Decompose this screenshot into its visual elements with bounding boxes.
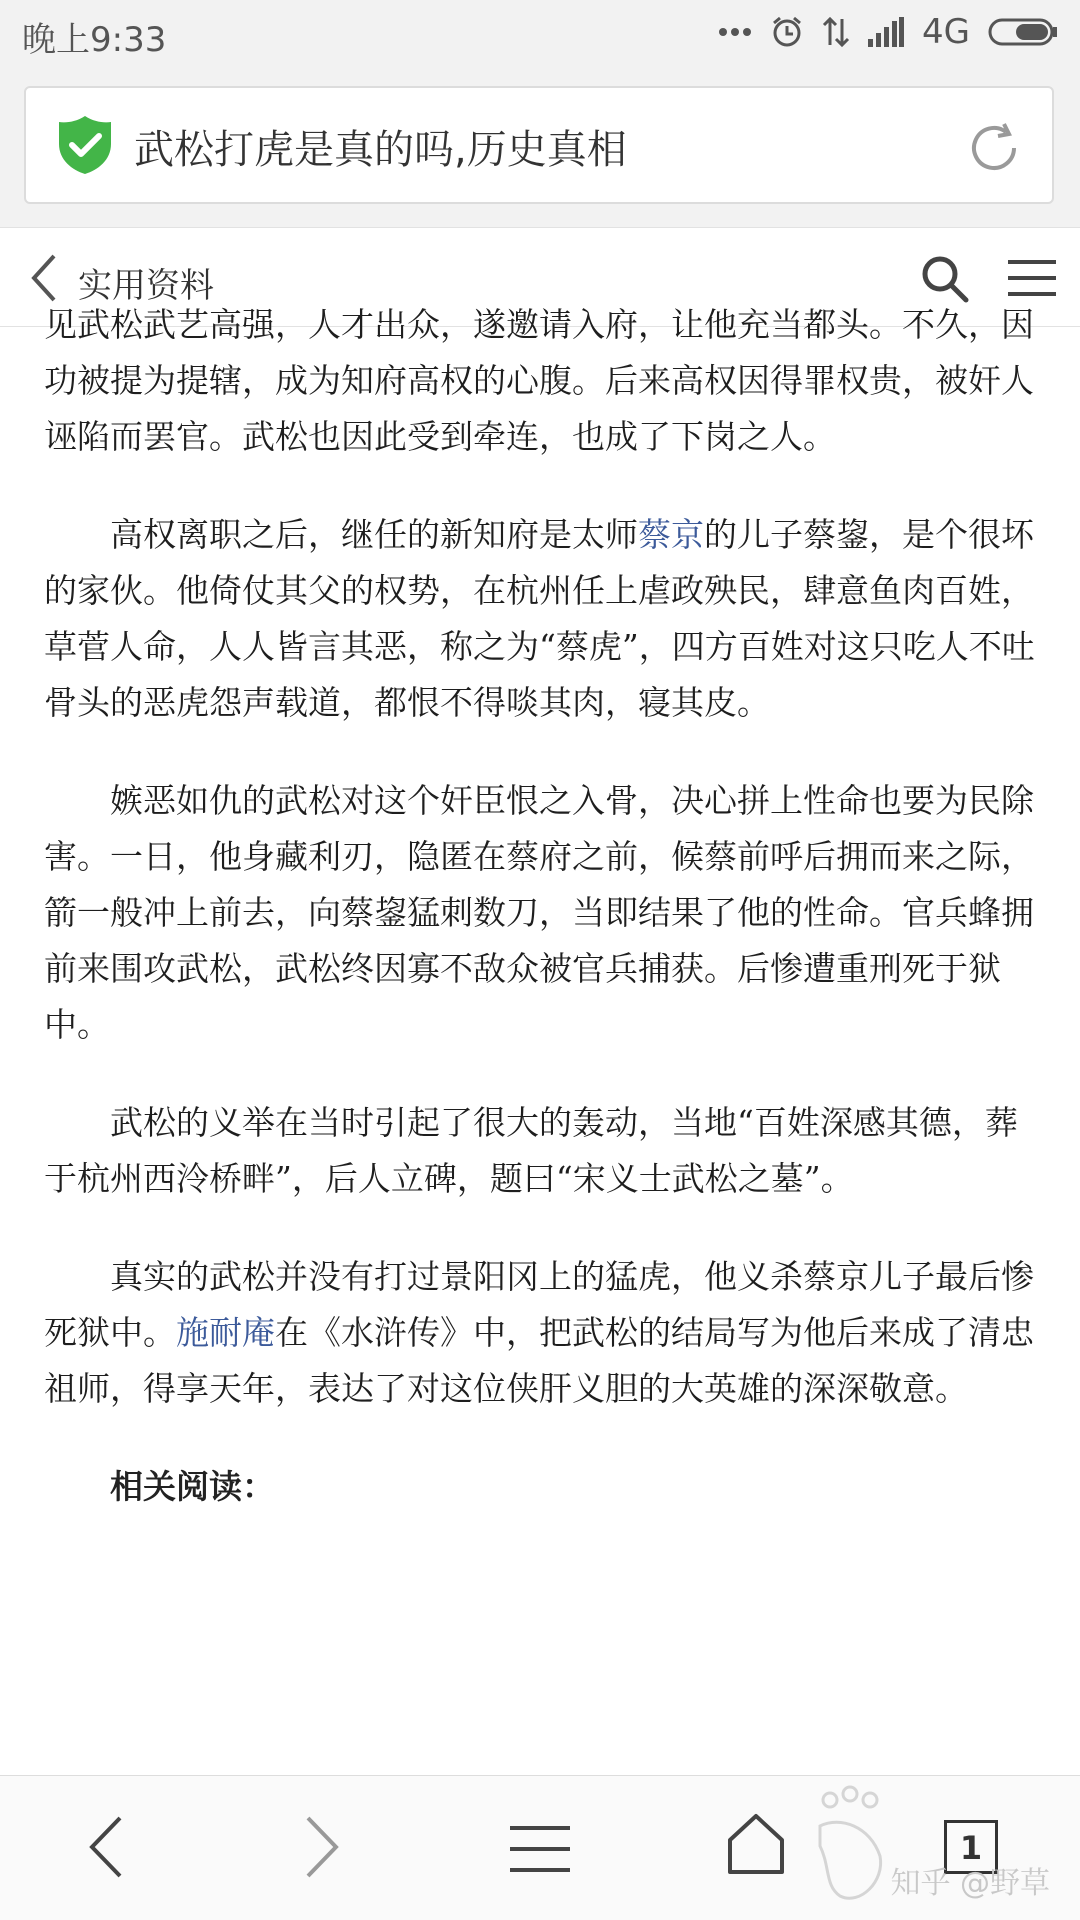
paragraph: 见武松武艺高强，人才出众，遂邀请入府，让他充当都头。不久，因功被提为提辖，成为知府高权的心腹。后来高权因得罪权贵，被奸人诬陷而罢官。武松也因此受到牵连，也成了下岗之人。 [44, 305, 1034, 456]
paragraph: 嫉恶如仇的武松对这个奸臣恨之入骨，决心拼上性命也要为民除害。一日，他身藏利刃，隐匿在蔡府之前，候蔡前呼后拥而来之际，箭一般冲上前去，向蔡鋆猛刺数刀，当即结果了他的性命。官兵蜂拥前来围攻武松，武松终因寡不敌众被官兵捕获。后惨遭重刑死于狱中。 [44, 781, 1034, 1044]
status-icons [718, 12, 1058, 52]
link-caijing[interactable]: 蔡京 [638, 515, 704, 554]
watermark-text: 知乎 @野草 [890, 1866, 1050, 1901]
status-bar [0, 0, 1080, 80]
menu-icon[interactable] [510, 1824, 570, 1878]
paragraph-text: 高权离职之后，继任的新知府是太师 [110, 515, 638, 554]
paragraph [44, 507, 1044, 731]
bottom-nav [0, 1775, 1080, 1920]
link-shinaian[interactable]: 施耐庵 [176, 1313, 275, 1352]
page-title: 武松打虎是真的吗,历史真相 [134, 127, 627, 173]
network-type: 4G [922, 12, 970, 52]
paragraph [44, 1249, 1044, 1417]
tabs-icon[interactable]: 1 [944, 1820, 998, 1874]
home-icon[interactable] [726, 1812, 786, 1880]
paragraph-text: 真实的武松并没有打过景阳冈上的猛虎，他义杀蔡京儿子最后惨死狱中。 [44, 1257, 1034, 1352]
paragraph-text: 在《水浒传》中，把武松的结局写为他后来成了清忠祖师，得享天年，表达了对这位侠肝义胆的大英雄的深深敬意。 [44, 1313, 1034, 1408]
status-time: 晚上9:33 [22, 20, 167, 60]
paragraph: 武松的义举在当时引起了很大的轰动，当地“百姓深感其德，葬于杭州西泠桥畔”，后人立碑，题曰“宋义士武松之墓”。 [44, 1103, 1018, 1198]
paragraph-text: 的儿子蔡鋆，是个很坏的家伙。他倚仗其父的权势，在杭州任上虐政殃民，肆意鱼肉百姓，草菅人命，人人皆言其恶，称之为“蔡虎”，四方百姓对这只吃人不吐骨头的恶虎怨声载道，都恨不得啖其肉，寝其皮。 [44, 515, 1035, 722]
shield-check-icon [56, 114, 114, 180]
data-arrows-icon [822, 15, 850, 49]
more-dots-icon [718, 26, 752, 38]
watermark-logo-icon [800, 1786, 900, 1920]
reload-icon[interactable] [964, 118, 1024, 182]
article-body [0, 305, 1080, 1775]
alarm-icon [770, 15, 804, 49]
back-arrow-icon[interactable] [86, 1814, 126, 1884]
menu-icon[interactable] [1008, 258, 1056, 302]
address-bar-container [0, 80, 1080, 227]
site-section-title[interactable]: 实用资料 [78, 266, 214, 306]
forward-arrow-icon[interactable] [302, 1814, 342, 1884]
address-bar[interactable] [24, 86, 1054, 204]
battery-icon [988, 18, 1058, 46]
signal-icon [868, 17, 904, 47]
related-reading-heading: 相关阅读： [110, 1467, 275, 1506]
